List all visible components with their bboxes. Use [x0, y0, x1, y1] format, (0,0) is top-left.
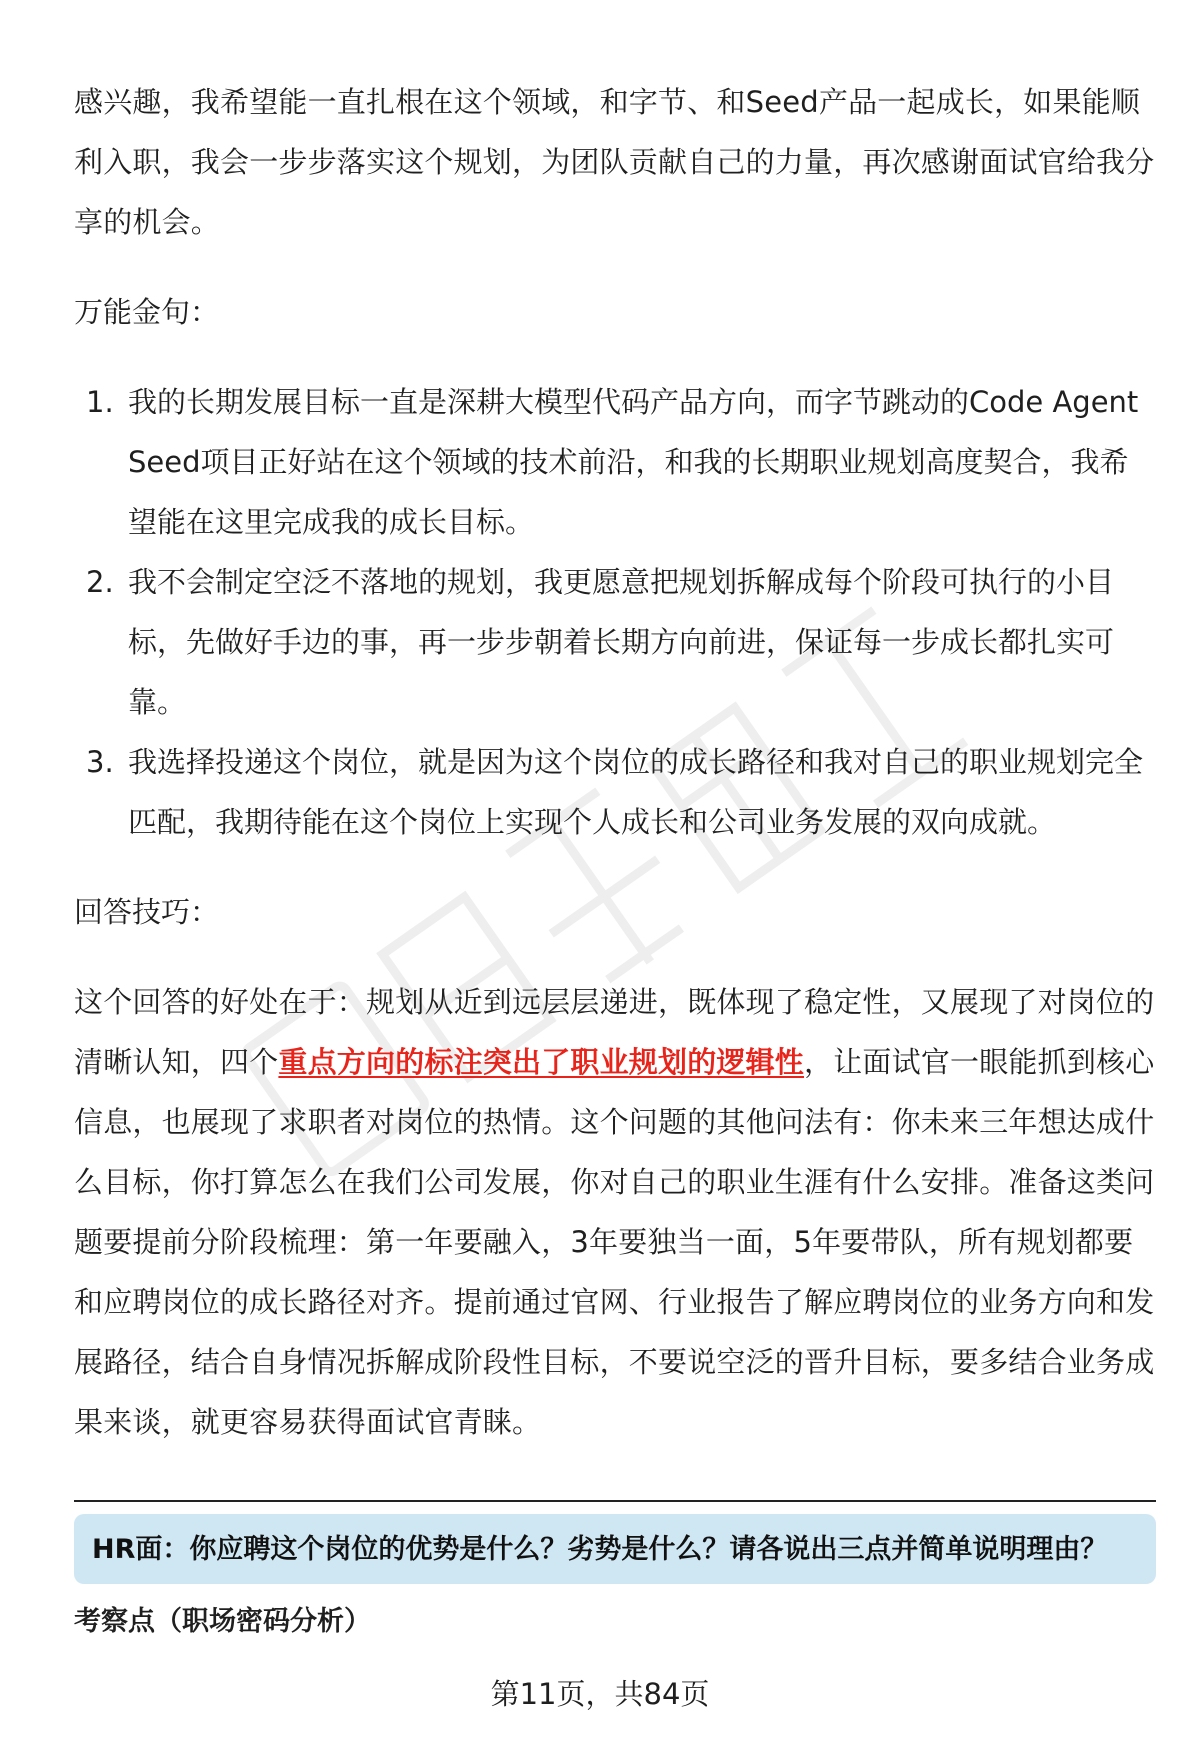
golden-sentences-heading: 万能金句： [74, 295, 220, 329]
intro-paragraph: 感兴趣，我希望能一直扎根在这个领域，和字节、和Seed产品一起成长，如果能顺利入职，我会一步步落实这个规划，为团队贡献自己的力量，再次感谢面试官给我分享的机会。 [74, 85, 1155, 239]
list-item-number: 1. [86, 385, 114, 419]
page-number: 第11页，共84页 [490, 1677, 710, 1711]
tips-highlight: 重点方向的标注突出了职业规划的逻辑性 [278, 1045, 805, 1079]
list-item-text: 我不会制定空泛不落地的规划，我更愿意把规划拆解成每个阶段可执行的小目标，先做好手边的事，再一步步朝着长期方向前进，保证每一步成长都扎实可靠。 [128, 565, 1115, 719]
next-question-box [74, 1514, 1156, 1584]
list-item-text: 我的长期发展目标一直是深耕大模型代码产品方向，而字节跳动的Code Agent Seed项目正好站在这个领域的技术前沿，和我的长期职业规划高度契合，我希望能在这里完成我的成长目标。 [128, 385, 1139, 539]
golden-sentences-list [74, 372, 1156, 852]
list-item [74, 372, 1156, 552]
list-item-text: 我选择投递这个岗位，就是因为这个岗位的成长路径和我对自己的职业规划完全匹配，我期待能在这个岗位上实现个人成长和公司业务发展的双向成就。 [128, 745, 1144, 839]
next-question-text: HR面：你应聘这个岗位的优势是什么？劣势是什么？请各说出三点并简单说明理由？ [92, 1534, 1108, 1565]
list-item [74, 732, 1156, 852]
section-title: 考察点（职场密码分析） [74, 1606, 371, 1637]
section-divider [74, 1500, 1156, 1502]
main-content [74, 72, 1156, 1642]
tips-paragraph [74, 972, 1156, 1452]
tips-heading: 回答技巧： [74, 895, 220, 929]
tips-text-before: 这个回答的好处在于：规划从近到远层层递进，既体现了稳定性，又展现了对岗位的清晰认知，四个 [74, 985, 1155, 1079]
list-item [74, 552, 1156, 732]
tips-text-after: ，让面试官一眼能抓到核心信息，也展现了求职者对岗位的热情。这个问题的其他问法有：你未来三年想达成什么目标，你打算怎么在我们公司发展，你对自己的职业生涯有什么安排。准备这类问题要提前分阶段梳理：第一年要融入，3年要独当一面，5年要带队，所有规划都要和应聘岗位的成长路径对齐。提前通过官网、行业报告了解应聘岗位的业务方向和发展路径，结合自身情况拆解成阶段性目标，不要说空泛的晋升目标，要多结合业务成果来谈，就更容易获得面试官青睐。 [74, 1045, 1155, 1439]
list-item-number: 3. [86, 745, 114, 779]
list-item-number: 2. [86, 565, 114, 599]
